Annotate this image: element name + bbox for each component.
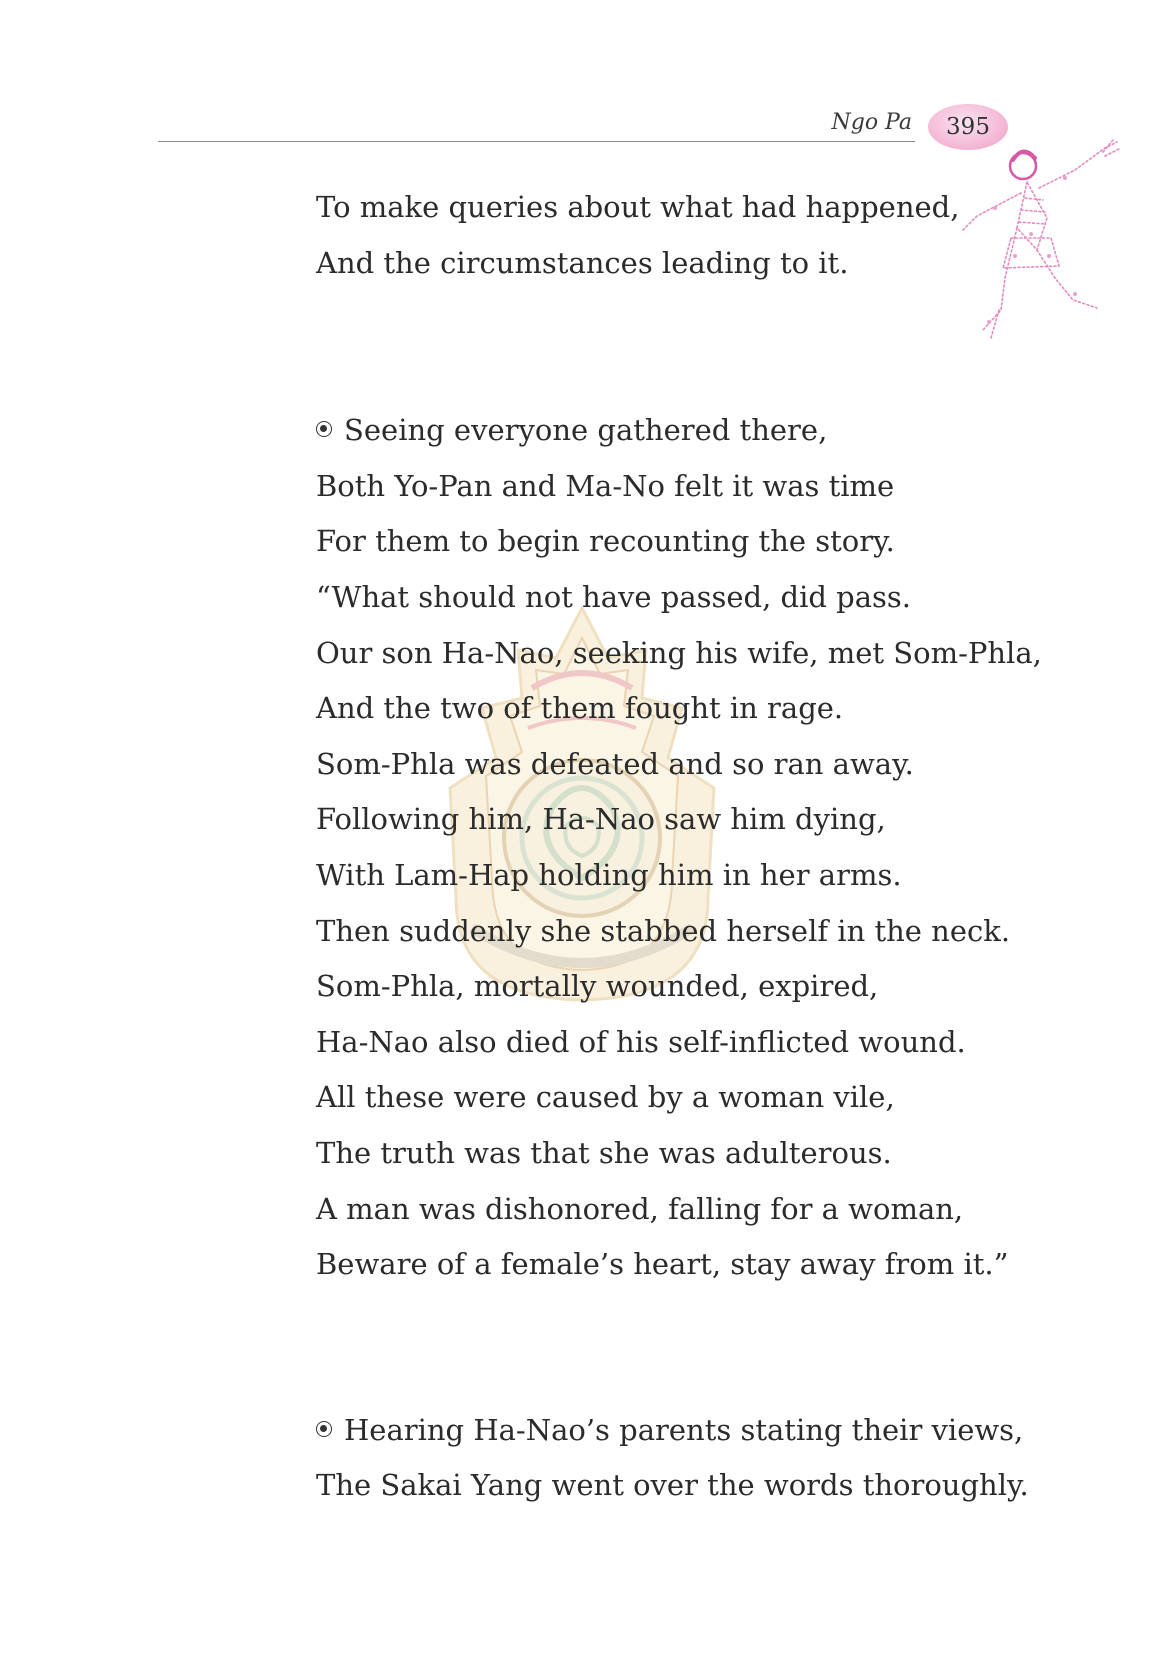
stanza-gap bbox=[316, 1293, 1036, 1403]
page-number: 395 bbox=[928, 104, 1008, 150]
verse-line-with-bullet bbox=[316, 403, 1036, 459]
verse-line: Following him, Ha-Nao saw him dying, bbox=[316, 802, 886, 837]
verse-line-text: Hearing Ha-Nao’s parents stating their views, bbox=[344, 1412, 1024, 1447]
verse-line-text: Seeing everyone gathered there, bbox=[344, 413, 828, 448]
verse-line: Som-Phla was defeated and so ran away. bbox=[316, 746, 914, 781]
stanza-bullet-icon bbox=[316, 421, 332, 437]
verse-line: “What should not have passed, did pass. bbox=[316, 579, 912, 614]
verse-line: With Lam-Hap holding him in her arms. bbox=[316, 857, 902, 892]
stanza-2 bbox=[316, 403, 1042, 1293]
verse-line: For them to begin recounting the story. bbox=[316, 524, 895, 559]
verse-line: Som-Phla, mortally wounded, expired, bbox=[316, 969, 879, 1004]
verse-line: Beware of a female’s heart, stay away from it.” bbox=[316, 1247, 1009, 1282]
verse-line: Our son Ha-Nao, seeking his wife, met Som-Phla, bbox=[316, 635, 1042, 670]
verse-line: And the circumstances leading to it. bbox=[316, 245, 849, 280]
poem-text bbox=[316, 180, 1042, 1514]
stanza-bullet-icon bbox=[316, 1421, 332, 1437]
verse-line: Both Yo-Pan and Ma-No felt it was time bbox=[316, 468, 895, 503]
verse-line: To make queries about what had happened, bbox=[316, 190, 960, 224]
stanza-1 bbox=[316, 180, 1036, 291]
verse-line: Then suddenly she stabbed herself in the neck. bbox=[316, 913, 1011, 948]
verse-line-with-bullet bbox=[316, 1403, 1036, 1459]
running-title: Ngo Pa bbox=[831, 110, 912, 135]
stanza-3 bbox=[316, 1403, 1036, 1514]
verse-line: The truth was that she was adulterous. bbox=[316, 1135, 892, 1170]
verse-line: The Sakai Yang went over the words thoroughly. bbox=[316, 1468, 1029, 1503]
verse-line: And the two of them fought in rage. bbox=[316, 691, 844, 726]
verse-line: Ha-Nao also died of his self-inflicted wound. bbox=[316, 1024, 966, 1059]
stanza-gap bbox=[316, 291, 1036, 403]
verse-line: All these were caused by a woman vile, bbox=[316, 1080, 895, 1115]
verse-line: A man was dishonored, falling for a woman, bbox=[316, 1191, 964, 1226]
header-rule bbox=[158, 141, 915, 142]
